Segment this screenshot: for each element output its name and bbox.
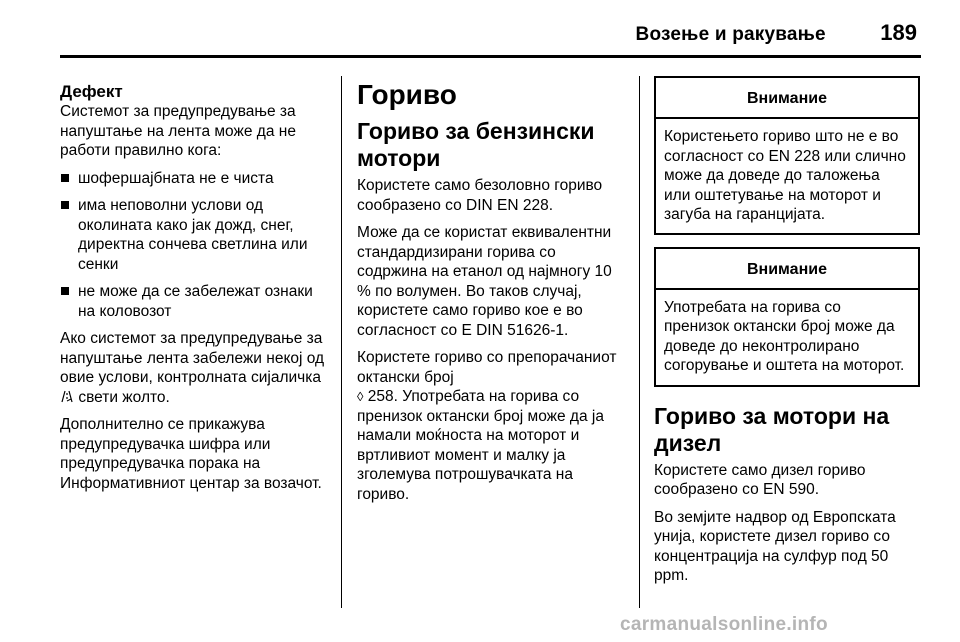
petrol-para-3 [357,348,629,504]
page-header [0,20,917,46]
defect-conditions-list [60,169,330,322]
page-reference-icon[interactable]: ◊ [357,389,364,404]
column-divider-left [341,76,342,608]
list-item: има неповолни услови од околината како јак дожд, снег, директна сончева светлина или сенки [60,196,330,274]
column-warnings-diesel [654,76,920,594]
list-item: не може да се забележат ознаки на коловозот [60,282,330,321]
header-rule [60,55,921,58]
defect-para-info: Дополнително се прикажува предупредувачка шифра или предупредувачка порака на Информативниот центар за возачот. [60,416,322,492]
diesel-para-2: Во земјите надвор од Европската унија, користете дизел гориво со концентрација на сулфур под 50 ppm. [654,508,896,584]
warning-title-1: Внимание [656,78,918,119]
petrol-subtitle: Гориво за бензински мотори [357,118,595,171]
octane-text-end: 258. Употребата на горива со пренизок октански број може да ја намали моќноста на моторот и вртливиот момент и малку ја зголемува потрошувачката на гориво. [357,388,604,503]
section-title: Возење и ракување [635,24,826,45]
fuel-title: Гориво [357,79,457,110]
column-fuel [357,80,629,512]
defect-intro: Системот за предупредување за напуштање на лента може да не работи правилно кога: [60,103,296,159]
lamp-para-text-end: свети жолто. [78,388,170,406]
petrol-para-2: Може да се користат еквивалентни стандардизирани горива со содржина на етанол од најмногу 10 % по волумен. Во таков случај, користете само гориво кое е во согласност со E DIN 51626-1. [357,224,612,339]
warning-title-2: Внимание [656,249,918,290]
diesel-subtitle: Гориво за мотори на дизел [654,402,890,456]
warning-text-1: Користењето гориво што не е во согласност со EN 228 или слично може да доведе до таложења или оштетување на моторот и загуба на гаранцијата. [664,128,906,223]
warning-box-2 [654,247,920,387]
petrol-para-1: Користете само безоловно гориво сообразено со DIN EN 228. [357,177,603,214]
column-divider-right [639,76,640,608]
octane-text-start: Користете гориво со препорачаниот октански број [357,349,617,386]
lane-departure-icon [61,390,73,403]
defect-heading: Дефект [60,82,123,101]
warning-box-1 [654,76,920,235]
list-item: шофершајбната не е чиста [60,169,330,189]
lamp-para-text-start: Ако системот за предупредување за напуштање лента забележи некој од овие услови, контролната сијаличка [60,330,325,386]
column-defect [60,82,330,501]
defect-para-lamp [60,329,330,407]
page-number: 189 [880,20,917,45]
warning-text-2: Употребата на горива со пренизок октански број може да доведе до неконтролирано согорување и оштета на моторот. [664,298,905,374]
diesel-para-1: Користете само дизел гориво сообразено со EN 590. [654,461,866,498]
watermark: carmanualsonline.info [620,614,828,635]
